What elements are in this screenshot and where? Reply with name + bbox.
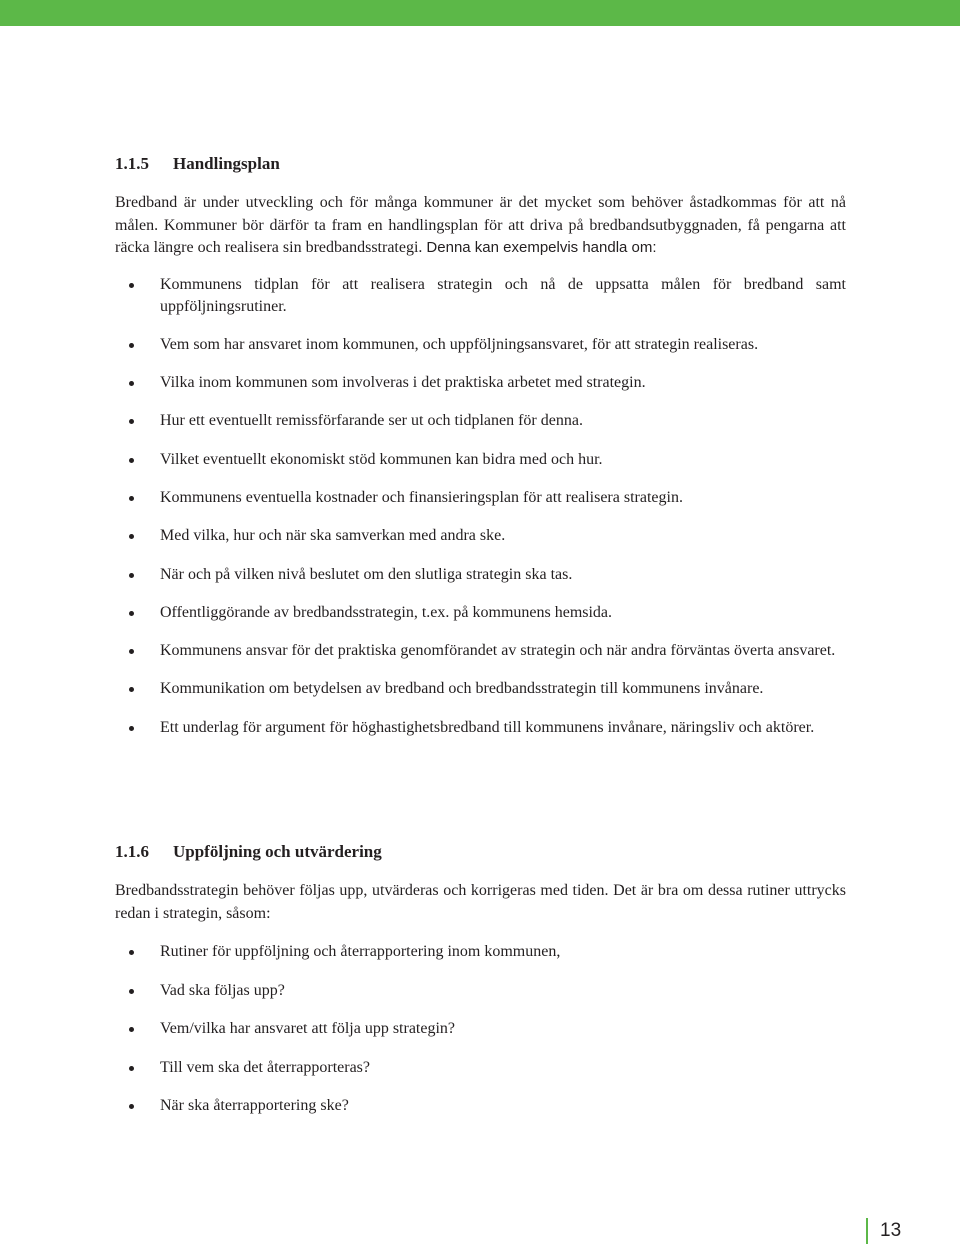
list-item-text: Vilka inom kommunen som involveras i det praktiska arbetet med strategin.: [160, 374, 646, 392]
list-item-text: Hur ett eventuellt remissförfarande ser ut och tidplanen för denna.: [160, 412, 583, 430]
bullet-icon: [129, 989, 134, 994]
section-intro: [115, 192, 846, 260]
section-uppfoljning: [115, 840, 846, 1134]
section-title: Handlingsplan: [173, 154, 280, 173]
list-item: [115, 717, 846, 739]
list-item: [115, 1057, 846, 1079]
bullet-list: [115, 274, 846, 739]
section-intro: Bredbandsstrategin behöver följas upp, utvärderas och korrigeras med tiden. Det är bra om dessa rutiner uttrycks redan i strategin, såsom:: [115, 882, 846, 922]
list-item: [115, 487, 846, 509]
bullet-icon: [129, 343, 134, 348]
bullet-icon: [129, 283, 134, 288]
list-item: [115, 525, 846, 547]
bullet-icon: [129, 1027, 134, 1032]
list-item: [115, 449, 846, 471]
list-item: [115, 410, 846, 432]
intro-text: Bredband är under utveckling och för många kommuner är det mycket som behöver åstadkommas för att nå målen. Kommuner bör därför ta fram en handlingsplan för att driva på bredbandsutbyggnaden, få pengarna att räcka längre och realisera sin bredbandsstrategi.: [115, 194, 846, 256]
bullet-icon: [129, 458, 134, 463]
list-item-text: När ska återrapportering ske?: [160, 1097, 349, 1114]
list-item-text: Vilket eventuellt ekonomiskt stöd kommunen kan bidra med och hur.: [160, 450, 603, 468]
footer-divider: [866, 1218, 868, 1244]
bullet-icon: [129, 687, 134, 692]
section-heading: [115, 840, 846, 864]
list-item-text: När och på vilken nivå beslutet om den slutliga strategin ska tas.: [160, 565, 573, 583]
bullet-list: [115, 941, 846, 1117]
list-item-text: Kommunikation om betydelsen av bredband och bredbandsstrategin till kommunens invånare.: [160, 680, 764, 698]
list-item: [115, 1018, 846, 1040]
bullet-icon: [129, 649, 134, 654]
list-item: [115, 941, 846, 963]
list-item: [115, 678, 846, 700]
list-item: [115, 980, 846, 1002]
header-accent-bar: [0, 0, 960, 26]
intro-lead-in: Denna kan exempelvis handla om:: [426, 239, 657, 256]
section-title: Uppföljning och utvärdering: [173, 842, 382, 861]
bullet-icon: [129, 950, 134, 955]
list-item-text: Rutiner för uppföljning och återrapportering inom kommunen,: [160, 943, 561, 960]
list-item-text: Med vilka, hur och när ska samverkan med andra ske.: [160, 527, 506, 545]
list-item-text: Ett underlag för argument för höghastighetsbredband till kommunens invånare, näringsliv och aktörer.: [160, 718, 815, 736]
list-item-text: Kommunens ansvar för det praktiska genomförandet av strategin och när andra förväntas överta ansvaret.: [160, 642, 836, 660]
list-item: [115, 640, 846, 662]
bullet-icon: [129, 534, 134, 539]
bullet-icon: [129, 1066, 134, 1071]
list-item: [115, 372, 846, 394]
list-item-text: Vad ska följas upp?: [160, 981, 285, 999]
section-number: 1.1.6: [115, 842, 149, 861]
bullet-icon: [129, 573, 134, 578]
list-item-text: Vem/vilka har ansvaret att följa upp strategin?: [160, 1020, 456, 1037]
bullet-icon: [129, 381, 134, 386]
list-item: [115, 1095, 846, 1117]
section-handlingsplan: [115, 152, 846, 755]
list-item-text: Kommunens tidplan för att realisera strategin och nå de uppsatta målen för bredband samt uppföljningsrutiner.: [160, 275, 846, 315]
list-item: [115, 602, 846, 624]
list-item-text: Till vem ska det återrapporteras?: [160, 1058, 371, 1076]
list-item-text: Kommunens eventuella kostnader och finansieringsplan för att realisera strategin.: [160, 488, 683, 506]
bullet-icon: [129, 1104, 134, 1109]
section-number: 1.1.5: [115, 154, 149, 173]
bullet-icon: [129, 611, 134, 616]
bullet-icon: [129, 726, 134, 731]
list-item: [115, 334, 846, 356]
section-heading: [115, 152, 846, 176]
list-item: [115, 564, 846, 586]
list-item: [115, 274, 846, 318]
page-number: 13: [880, 1220, 902, 1241]
bullet-icon: [129, 496, 134, 501]
list-item-text: Offentliggörande av bredbandsstrategin, t.ex. på kommunens hemsida.: [160, 603, 613, 621]
bullet-icon: [129, 419, 134, 424]
list-item-text: Vem som har ansvaret inom kommunen, och uppföljningsansvaret, för att strategin realiseras.: [160, 335, 759, 353]
